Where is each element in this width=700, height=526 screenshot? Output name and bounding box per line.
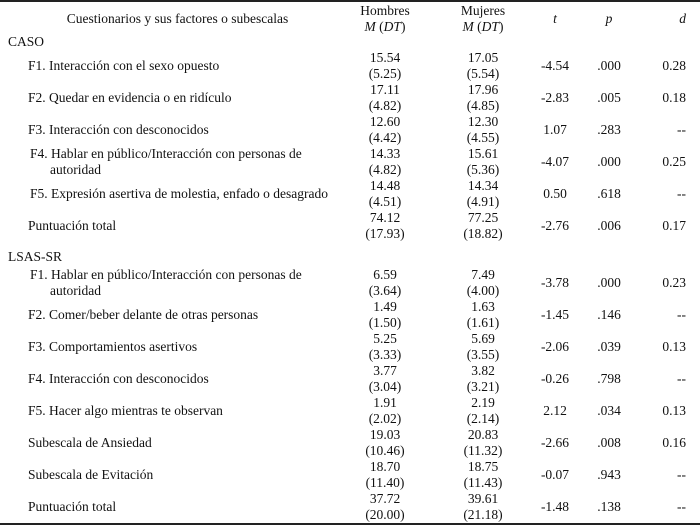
mujeres-sd: (18.82): [463, 226, 503, 241]
hombres-mean: 1.49: [373, 299, 397, 314]
p-value: .798: [597, 371, 621, 386]
hombres-cell: [345, 146, 425, 178]
p-value: .008: [597, 435, 621, 450]
hombres-cell: [345, 82, 425, 114]
table-row: [0, 114, 700, 146]
hombres-mean: 19.03: [369, 427, 401, 442]
hombres-mean: 1.91: [373, 395, 397, 410]
hombres-sd: (17.93): [365, 226, 405, 241]
t-value: -0.07: [540, 467, 570, 482]
table-row: [0, 210, 700, 242]
hombres-cell: [345, 299, 425, 331]
hombres-sd: (11.40): [365, 475, 405, 490]
mujeres-cell: [443, 491, 523, 523]
table-row: [0, 178, 700, 210]
mujeres-cell: [443, 210, 523, 242]
t-value: -4.54: [540, 58, 570, 73]
table-row: [0, 82, 700, 114]
stat-dt: DT: [383, 18, 401, 34]
hombres-mean: 37.72: [369, 491, 401, 506]
mujeres-sd: (5.54): [466, 66, 500, 81]
hombres-cell: [345, 459, 425, 491]
mujeres-cell: [443, 178, 523, 210]
hombres-cell: [345, 267, 425, 299]
hombres-mean: 14.33: [369, 146, 401, 161]
header-mujeres: [443, 3, 523, 35]
hombres-cell: [345, 114, 425, 146]
t-value: -0.26: [540, 371, 570, 386]
hombres-sd: (4.51): [368, 194, 402, 209]
hombres-sd: (4.42): [368, 130, 402, 145]
d-value: 0.17: [662, 218, 686, 233]
mujeres-mean: 3.82: [471, 363, 495, 378]
mujeres-cell: [443, 427, 523, 459]
mujeres-cell: [443, 114, 523, 146]
row-label: Puntuación total: [28, 218, 117, 233]
mujeres-sd: (4.91): [466, 194, 500, 209]
mujeres-cell: [443, 459, 523, 491]
p-value: .039: [597, 339, 621, 354]
mujeres-cell: [443, 395, 523, 427]
hombres-cell: [345, 210, 425, 242]
mujeres-mean: 17.96: [467, 82, 499, 97]
hombres-sd: (20.00): [365, 507, 405, 522]
stat-m: M: [462, 18, 474, 34]
p-value: .000: [597, 154, 621, 169]
mujeres-cell: [443, 299, 523, 331]
p-value: .000: [597, 275, 621, 290]
hombres-sd: (3.04): [368, 379, 402, 394]
mujeres-sd: (2.14): [466, 411, 500, 426]
d-value: --: [677, 186, 686, 201]
p-value: .138: [597, 499, 621, 514]
hombres-sd: (5.25): [368, 66, 402, 81]
t-value: -4.07: [540, 154, 570, 169]
p-value: .618: [597, 186, 621, 201]
hombres-cell: [345, 178, 425, 210]
mujeres-cell: [443, 331, 523, 363]
row-label: F4. Interacción con desconocidos: [28, 371, 209, 386]
table-row: [0, 146, 700, 178]
table-row: [0, 331, 700, 363]
mujeres-mean: 2.19: [471, 395, 495, 410]
t-value: -2.83: [540, 90, 570, 105]
mujeres-mean: 39.61: [467, 491, 499, 506]
row-label: F3. Comportamientos asertivos: [28, 339, 198, 354]
row-label: F5. Hacer algo mientras te observan: [28, 403, 223, 418]
t-value: 0.50: [543, 186, 567, 201]
hombres-mean: 6.59: [373, 267, 397, 282]
hombres-sd: (4.82): [368, 162, 402, 177]
hombres-sd: (3.64): [368, 283, 402, 298]
p-value: .943: [597, 467, 621, 482]
stat-m: M: [364, 18, 376, 34]
table-row: [0, 50, 700, 82]
table-row: [0, 459, 700, 491]
hombres-sd: (3.33): [368, 347, 402, 362]
mujeres-mean: 17.05: [467, 50, 499, 65]
mujeres-sd: (4.55): [466, 130, 500, 145]
header-t: t: [553, 10, 557, 26]
t-value: -2.06: [540, 339, 570, 354]
header-d: d: [679, 10, 686, 26]
header-hombres: [345, 3, 425, 35]
t-value: -2.66: [540, 435, 570, 450]
row-label: Subescala de Evitación: [28, 467, 154, 482]
hombres-cell: [345, 50, 425, 82]
t-value: 1.07: [543, 122, 567, 137]
mujeres-sd: (3.55): [466, 347, 500, 362]
table-row: [0, 395, 700, 427]
mujeres-mean: 1.63: [471, 299, 495, 314]
table-row: [0, 363, 700, 395]
d-value: --: [677, 307, 686, 322]
d-value: 0.18: [662, 90, 686, 105]
hombres-mean: 5.25: [373, 331, 397, 346]
d-value: 0.23: [662, 275, 686, 290]
mujeres-cell: [443, 82, 523, 114]
header-hombres-stat: M (DT): [364, 18, 406, 34]
hombres-cell: [345, 427, 425, 459]
row-label: Puntuación total: [28, 499, 117, 514]
mujeres-cell: [443, 146, 523, 178]
mujeres-mean: 12.30: [467, 114, 499, 129]
row-label: F2. Quedar en evidencia o en ridículo: [28, 90, 232, 105]
hombres-mean: 14.48: [369, 178, 401, 193]
section-caso-rows: [0, 50, 700, 242]
table-header: [0, 2, 700, 35]
mujeres-mean: 77.25: [467, 210, 499, 225]
t-value: 2.12: [543, 403, 567, 418]
p-value: .000: [597, 58, 621, 73]
t-value: -3.78: [540, 275, 570, 290]
hombres-cell: [345, 491, 425, 523]
header-hombres-title: Hombres: [360, 2, 410, 18]
p-value: .283: [597, 122, 621, 137]
d-value: --: [677, 371, 686, 386]
hombres-sd: (1.50): [368, 315, 402, 330]
hombres-mean: 74.12: [369, 210, 401, 225]
section-lsas-rows: [0, 267, 700, 523]
section-title-lsas: LSAS-SR: [8, 249, 63, 264]
row-label: F1. Hablar en público/Interacción con personas de autoridad: [30, 267, 302, 298]
header-label: Cuestionarios y sus factores o subescalas: [66, 10, 289, 26]
t-value: -2.76: [540, 218, 570, 233]
mujeres-sd: (4.85): [466, 98, 500, 113]
header-mujeres-title: Mujeres: [460, 2, 506, 18]
mujeres-mean: 5.69: [471, 331, 495, 346]
mujeres-sd: (4.00): [466, 283, 500, 298]
row-label: F4. Hablar en público/Interacción con personas de autoridad: [30, 146, 302, 177]
table-bottom-rule: [0, 523, 700, 525]
mujeres-cell: [443, 363, 523, 395]
mujeres-mean: 14.34: [467, 178, 499, 193]
d-value: 0.25: [662, 154, 686, 169]
hombres-mean: 18.70: [369, 459, 401, 474]
p-value: .034: [597, 403, 621, 418]
header-mujeres-stat: M (DT): [462, 18, 504, 34]
mujeres-sd: (21.18): [463, 507, 503, 522]
d-value: --: [677, 499, 686, 514]
mujeres-sd: (11.43): [463, 475, 503, 490]
d-value: 0.13: [662, 339, 686, 354]
mujeres-mean: 7.49: [471, 267, 495, 282]
d-value: 0.16: [662, 435, 686, 450]
mujeres-mean: 15.61: [467, 146, 499, 161]
hombres-mean: 17.11: [370, 82, 400, 97]
table-row: [0, 299, 700, 331]
row-label: F2. Comer/beber delante de otras personas: [28, 307, 259, 322]
mujeres-sd: (3.21): [466, 379, 500, 394]
t-value: -1.45: [540, 307, 570, 322]
row-label: F3. Interacción con desconocidos: [28, 122, 209, 137]
p-value: .005: [597, 90, 621, 105]
hombres-sd: (2.02): [368, 411, 402, 426]
mujeres-sd: (1.61): [466, 315, 500, 330]
stat-dt: DT: [481, 18, 499, 34]
d-value: 0.13: [662, 403, 686, 418]
table-row: [0, 427, 700, 459]
hombres-sd: (4.82): [368, 98, 402, 113]
d-value: --: [677, 122, 686, 137]
table-row: [0, 491, 700, 523]
row-label: Subescala de Ansiedad: [28, 435, 152, 450]
hombres-cell: [345, 395, 425, 427]
t-value: -1.48: [540, 499, 570, 514]
mujeres-cell: [443, 267, 523, 299]
mujeres-mean: 20.83: [467, 427, 499, 442]
mujeres-sd: (5.36): [466, 162, 500, 177]
header-p: p: [605, 10, 613, 26]
hombres-sd: (10.46): [365, 443, 405, 458]
row-label: F1. Interacción con el sexo opuesto: [28, 58, 220, 73]
hombres-cell: [345, 363, 425, 395]
mujeres-sd: (11.32): [463, 443, 503, 458]
mujeres-mean: 18.75: [467, 459, 499, 474]
d-value: --: [677, 467, 686, 482]
p-value: .006: [597, 218, 621, 233]
hombres-cell: [345, 331, 425, 363]
table-row: [0, 267, 700, 299]
d-value: 0.28: [662, 58, 686, 73]
p-value: .146: [597, 307, 621, 322]
hombres-mean: 15.54: [369, 50, 401, 65]
hombres-mean: 12.60: [369, 114, 401, 129]
row-label: F5. Expresión asertiva de molestia, enfado o desagrado: [30, 186, 329, 201]
mujeres-cell: [443, 50, 523, 82]
hombres-mean: 3.77: [373, 363, 397, 378]
section-title-caso: CASO: [8, 34, 45, 49]
